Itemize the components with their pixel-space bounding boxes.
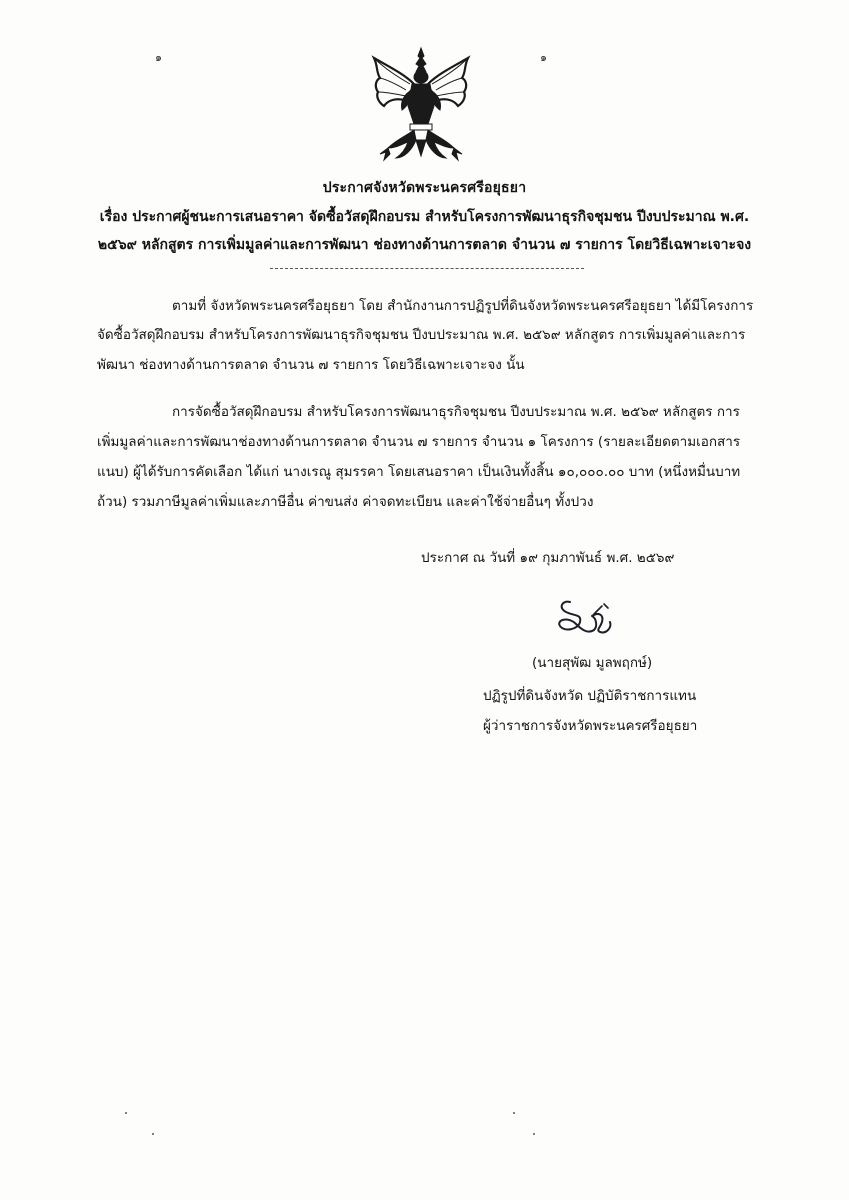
scan-speck (513, 1112, 515, 1114)
header-divider (270, 268, 584, 269)
signatory-position-line-2: ผู้ว่าราชการจังหวัดพระนครศรีอยุธยา (483, 718, 698, 734)
paragraph-2-line-4: ถ้วน) รวมภาษีมูลค่าเพิ่มและภาษีอื่น ค่าขนส่ง ค่าจดทะเบียน และค่าใช้จ่ายอื่นๆ ทั้งปวง (97, 494, 594, 510)
subject-line-2: ๒๕๖๙ หลักสูตร การเพิ่มมูลค่าและการพัฒนา ช่องทางด้านการตลาด จำนวน ๗ รายการ โดยวิธีเฉพาะเจาะจง (97, 237, 752, 253)
scan-speck (533, 1133, 535, 1135)
announcement-date: ประกาศ ณ วันที่ ๑๙ กุมภาพันธ์ พ.ศ. ๒๕๖๙ (421, 550, 675, 566)
paragraph-1-line-2: จัดซื้อวัสดุฝึกอบรม สำหรับโครงการพัฒนาธุรกิจชุมชน ปีงบประมาณ พ.ศ. ๒๕๖๙ หลักสูตร การเพิ่มมูลค่าและการ (97, 327, 746, 343)
scan-speck (125, 1112, 127, 1114)
paragraph-2-line-2: เพิ่มมูลค่าและการพัฒนาช่องทางด้านการตลาด จำนวน ๗ รายการ จำนวน ๑ โครงการ (รายละเอียดตามเอกสาร (97, 434, 741, 450)
subject-line-1: เรื่อง ประกาศผู้ชนะการเสนอราคา จัดซื้อวัสดุฝึกอบรม สำหรับโครงการพัฒนาธุรกิจชุมชน ปีงบประมาณ พ.ศ. (99, 209, 750, 225)
page-mark-right: ๑ (540, 51, 547, 64)
signatory-position-line-1: ปฏิรูปที่ดินจังหวัด ปฏิบัติราชการแทน (483, 688, 697, 704)
paragraph-1-line-3: พัฒนา ช่องทางด้านการตลาด จำนวน ๗ รายการ โดยวิธีเฉพาะเจาะจง นั้น (97, 357, 525, 373)
handwritten-signature (552, 594, 622, 644)
paragraph-1-line-1: ตามที่ จังหวัดพระนครศรีอยุธยา โดย สำนักงานการปฏิรูปที่ดินจังหวัดพระนครศรีอยุธยา ได้มีโครงการ (172, 298, 754, 314)
garuda-emblem-icon (366, 44, 476, 169)
page-mark-left: ๑ (155, 51, 162, 64)
signatory-name: (นายสุพัฒ มูลพฤกษ์) (532, 655, 653, 671)
paragraph-2-line-1: การจัดซื้อวัสดุฝึกอบรม สำหรับโครงการพัฒนาธุรกิจชุมชน ปีงบประมาณ พ.ศ. ๒๕๖๙ หลักสูตร การ (172, 404, 740, 420)
paragraph-2-line-3: แนบ) ผู้ได้รับการคัดเลือก ได้แก่ นางเรณู สุมรรคา โดยเสนอราคา เป็นเงินทั้งสิ้น ๑๐,๐๐๐.๐๐ บาท (หนึ่งหมื่นบาท (97, 464, 741, 480)
scan-speck (152, 1133, 154, 1135)
document-title: ประกาศจังหวัดพระนครศรีอยุธยา (322, 180, 527, 196)
